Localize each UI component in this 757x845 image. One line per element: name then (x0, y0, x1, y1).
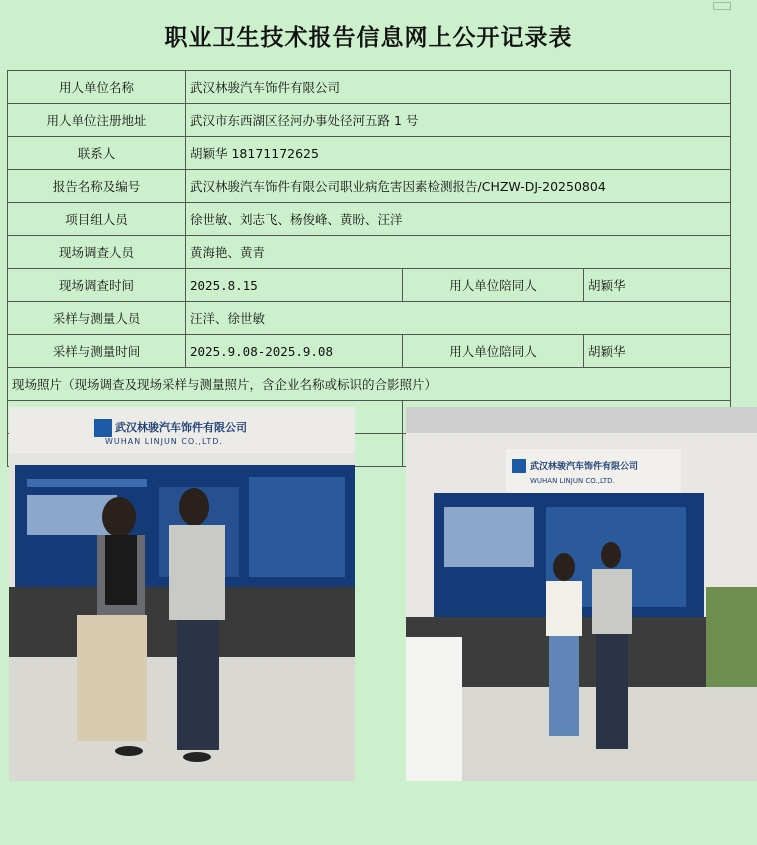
photo-sign-cn-right: 武汉林骏汽车饰件有限公司 (530, 462, 639, 472)
row-photo-header (8, 368, 731, 401)
row-survey-staff (8, 236, 731, 269)
photo-sign-en-left: WUHAN LINJUN CO.,LTD. (105, 437, 223, 446)
company-logo-icon (94, 419, 112, 437)
row-sampling-staff (8, 302, 731, 335)
team-value: 徐世敏、刘志飞、杨俊峰、黄盼、汪洋 (186, 203, 731, 236)
survey-companion-label: 用人单位陪同人 (403, 269, 584, 302)
record-table (7, 70, 731, 485)
sampling-time-value: 2025.9.08-2025.9.08 (186, 335, 403, 368)
photo-header: 现场照片（现场调查及现场采样与测量照片，含企业名称或标识的合影照片） (8, 368, 731, 401)
contact-value: 胡颖华 18171172625 (186, 137, 731, 170)
site-photo-left (9, 407, 355, 781)
survey-time-value: 2025.8.15 (186, 269, 403, 302)
survey-staff-label: 现场调查人员 (8, 236, 186, 269)
photo-sign-cn-left: 武汉林骏汽车饰件有限公司 (115, 421, 247, 434)
photo-cell-right (403, 401, 731, 485)
row-report (8, 170, 731, 203)
unit-address-label: 用人单位注册地址 (8, 104, 186, 137)
company-logo-icon-right (512, 459, 526, 473)
report-label: 报告名称及编号 (8, 170, 186, 203)
sampling-staff-value: 汪洋、徐世敏 (186, 302, 731, 335)
team-label: 项目组人员 (8, 203, 186, 236)
page-title: 职业卫生技术报告信息网上公开记录表 (164, 24, 573, 51)
unit-name-value: 武汉林骏汽车饰件有限公司 (186, 71, 731, 104)
row-unit-name (8, 71, 731, 104)
corner-mark (713, 2, 731, 10)
unit-address-value: 武汉市东西湖区径河办事处径河五路 1 号 (186, 104, 731, 137)
survey-staff-value: 黄海艳、黄青 (186, 236, 731, 269)
row-sampling-time (8, 335, 731, 368)
sampling-companion-label: 用人单位陪同人 (403, 335, 584, 368)
sampling-time-label: 采样与测量时间 (8, 335, 186, 368)
photo-sign-en-right: WUHAN LINJUN CO.,LTD. (530, 477, 615, 485)
row-survey-time (8, 269, 731, 302)
survey-companion-value: 胡颖华 (584, 269, 731, 302)
row-contact (8, 137, 731, 170)
report-value: 武汉林骏汽车饰件有限公司职业病危害因素检测报告/CHZW-DJ-20250804 (186, 170, 731, 203)
row-team (8, 203, 731, 236)
unit-name-label: 用人单位名称 (8, 71, 186, 104)
row-photos (8, 401, 731, 434)
row-unit-address (8, 104, 731, 137)
sampling-companion-value: 胡颖华 (584, 335, 731, 368)
site-photo-right (406, 407, 757, 781)
survey-time-label: 现场调查时间 (8, 269, 186, 302)
photo-cell-left (8, 401, 403, 446)
sampling-staff-label: 采样与测量人员 (8, 302, 186, 335)
contact-label: 联系人 (8, 137, 186, 170)
